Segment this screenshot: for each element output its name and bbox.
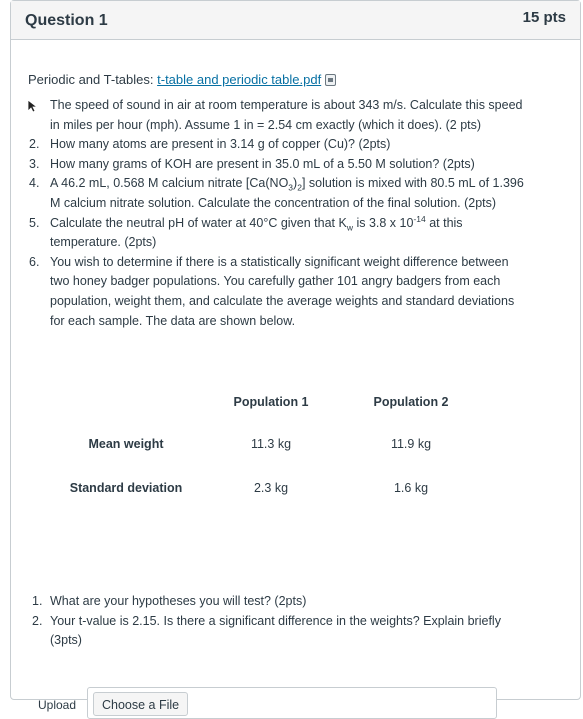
- choose-file-button[interactable]: Choose a File: [93, 692, 188, 716]
- item-number: 2.: [32, 613, 43, 628]
- table-cell: 1.6 kg: [393, 481, 429, 496]
- reference-line: [28, 70, 336, 90]
- list-item: [26, 214, 531, 253]
- item-number: 4.: [29, 176, 40, 191]
- question-text: The speed of sound in air at room temperature is about 343 m/s. Calculate this speed in miles per hour (mph). Assume 1 in = 2.54 cm exactly (which it does). (2 pts): [50, 98, 523, 132]
- table-header-cell: Population 1: [233, 395, 309, 409]
- table-cell: 2.3 kg: [253, 481, 289, 496]
- item-number: 3.: [29, 156, 40, 171]
- row-label: Standard deviation: [69, 481, 183, 496]
- table-row: [51, 423, 481, 467]
- table-header-cell: Population 2: [373, 395, 449, 409]
- reference-prefix: Periodic and T-tables:: [28, 72, 158, 87]
- item-number: 1.: [32, 594, 43, 608]
- list-item: [26, 174, 531, 213]
- question-title: Question 1: [25, 12, 108, 29]
- upload-label: Upload: [38, 698, 77, 712]
- question-text: You wish to determine if there is a statistically significant weight difference between two honey badger populations. You carefully gather 101 angry badgers from each population, weight them, and calculate the average weights and standard deviations for each sample. The data are shown below.: [50, 254, 515, 328]
- question-text: Calculate the neutral pH of water at 40°C given that $K_w$ is 3.8 x $10^{-14}$ at this temperature. (2pts): [50, 213, 463, 250]
- table-cell: 11.3 kg: [250, 437, 292, 452]
- question-card: [10, 0, 581, 712]
- item-number: 2.: [29, 137, 40, 152]
- list-item: [26, 96, 531, 135]
- question-text: How many grams of KOH are present in 35.0 mL of a 5.50 M solution? (2pts): [50, 156, 475, 171]
- mouse-cursor-icon: [26, 99, 40, 113]
- list-item: [32, 612, 522, 651]
- table-row: [51, 467, 481, 511]
- list-item: [32, 592, 522, 612]
- list-item: [26, 155, 531, 175]
- reference-file-link[interactable]: t-table and periodic table.pdf: [157, 72, 322, 87]
- question-points: 15 pts: [522, 9, 566, 26]
- table-cell: 11.9 kg: [390, 437, 432, 452]
- list-item: [26, 253, 531, 331]
- list-item: [26, 135, 531, 155]
- item-number: 6.: [29, 254, 40, 269]
- subquestion-text: What are your hypotheses you will test? (2pts): [50, 594, 307, 608]
- file-upload-field[interactable]: [87, 687, 497, 719]
- item-number: 5.: [29, 215, 40, 230]
- weights-table: [51, 393, 481, 511]
- question-list: [26, 96, 531, 331]
- question-text: A 46.2 mL, 0.568 M calcium nitrate $[Ca(NO_3)_2]$ solution is mixed with 80.5 mL of 1.396 M calcium nitrate solution. Calculate the concentration of the final solution. (2pts): [50, 176, 524, 210]
- question-text: How many atoms are present in 3.14 g of copper (Cu)? (2pts): [50, 137, 391, 152]
- table-header-row: [51, 393, 481, 423]
- subquestion-text: Your t-value is 2.15. Is there a significant difference in the weights? Explain briefly (3pts): [50, 613, 501, 648]
- file-preview-icon[interactable]: [325, 74, 336, 86]
- row-label: Mean weight: [88, 437, 164, 452]
- subquestion-list: [32, 592, 522, 651]
- question-header: [11, 1, 580, 40]
- table-header-cell: [51, 393, 201, 423]
